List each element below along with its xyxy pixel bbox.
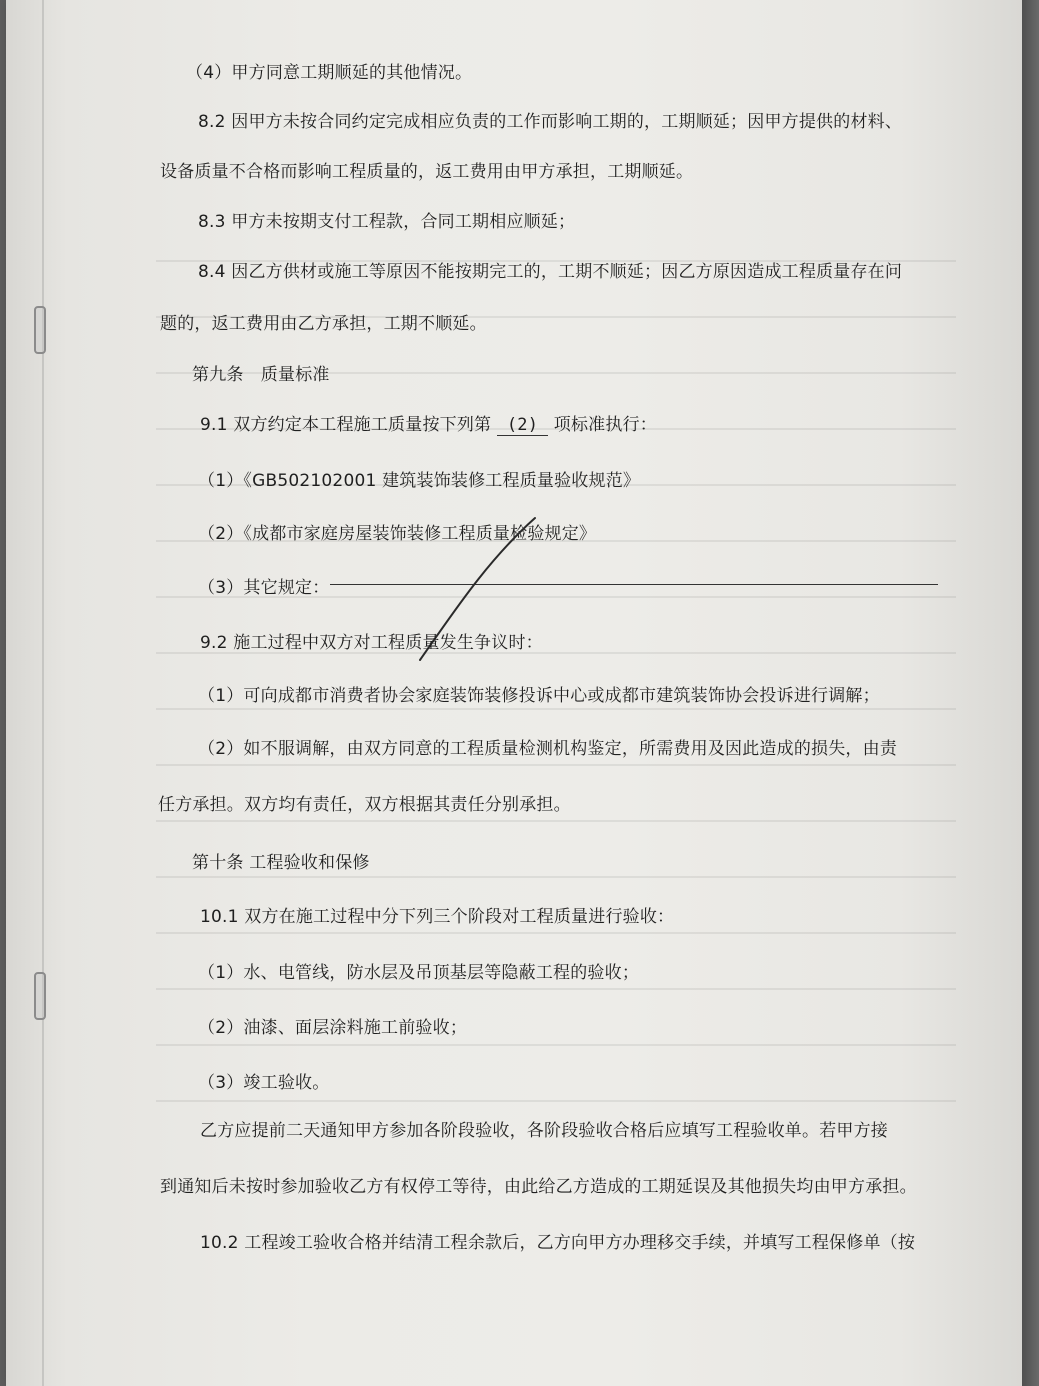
text-line: （3）竣工验收。 [198,1073,330,1093]
section-heading: 第九条 质量标准 [192,365,330,385]
text-line: 设备质量不合格而影响工程质量的，返工费用由甲方承担，工期顺延。 [160,162,694,182]
background-edge [1022,0,1039,1386]
text-line: （1）可向成都市消费者协会家庭装饰装修投诉中心或成都市建筑装饰协会投诉进行调解； [198,686,880,706]
text-line: 8.4 因乙方供材或施工等原因不能按期完工的，工期不顺延；因乙方原因造成工程质量存在问 [198,262,903,282]
text-line: 10.2 工程竣工验收合格并结清工程余款后，乙方向甲方办理移交手续，并填写工程保修单（按 [200,1233,916,1253]
text-line: （2）《成都市家庭房屋装饰装修工程质量检验规定》 [198,524,597,544]
text-line: （2）如不服调解，由双方同意的工程质量检测机构鉴定，所需费用及因此造成的损失，由责 [198,739,898,759]
section-heading: 第十条 工程验收和保修 [192,853,370,873]
text-line: 到通知后未按时参加验收乙方有权停工等待，由此给乙方造成的工期延误及其他损失均由甲方承担。 [160,1177,917,1197]
page-binding-edge [42,0,44,1386]
text-line: 乙方应提前二天通知甲方参加各阶段验收，各阶段验收合格后应填写工程验收单。若甲方接 [200,1121,888,1141]
text-line: 任方承担。双方均有责任，双方根据其责任分别承担。 [158,795,571,815]
text-line: 10.1 双方在施工过程中分下列三个阶段对工程质量进行验收： [200,907,675,927]
text-line: （2）油漆、面层涂料施工前验收； [198,1018,468,1038]
clause-9-1 [200,410,657,436]
staple-top [34,306,46,354]
text-line: 题的，返工费用由乙方承担，工期不顺延。 [160,314,487,334]
other-rules-blank [330,584,938,585]
staple-bottom [34,972,46,1020]
text-line: 9.2 施工过程中双方对工程质量发生争议时： [200,633,543,653]
text-line: （4）甲方同意工期顺延的其他情况。 [186,63,473,83]
text-line: （1）水、电管线，防水层及吊顶基层等隐蔽工程的验收； [198,963,640,983]
text-line: 8.3 甲方未按期支付工程款，合同工期相应顺延； [198,212,576,232]
selected-standard-field: (2) [497,415,548,436]
text-line: （1）《GB502102001 建筑装饰装修工程质量验收规范》 [198,471,641,491]
text-line: （3）其它规定： [198,578,330,598]
text-line: 项标准执行： [553,415,657,435]
text-line: 8.2 因甲方未按合同约定完成相应负责的工作而影响工期的，工期顺延；因甲方提供的材料、 [198,112,903,132]
text-line: 9.1 双方约定本工程施工质量按下列第 [200,415,492,435]
